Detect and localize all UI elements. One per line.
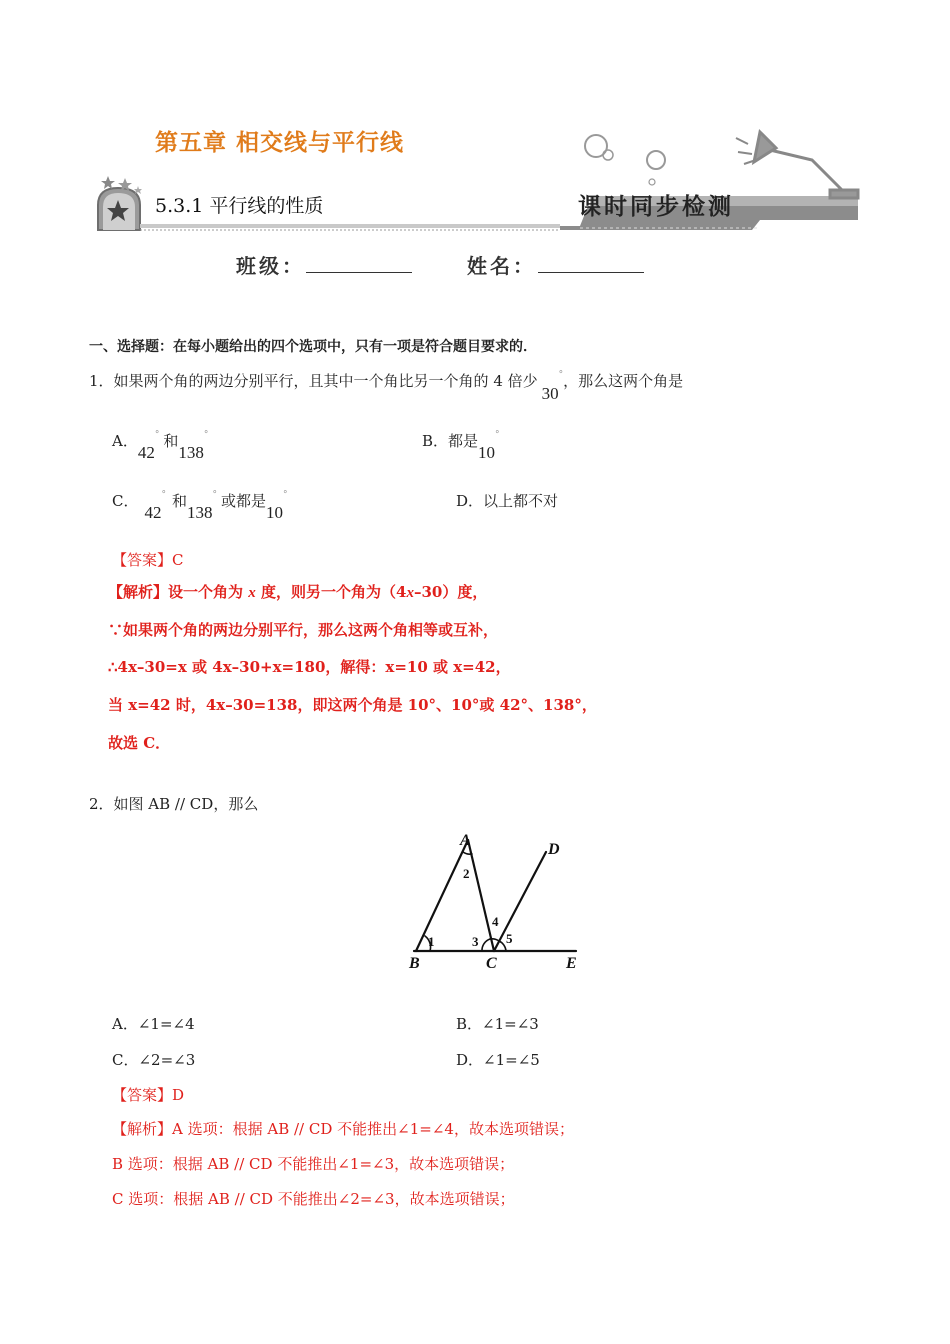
point-B-label: B [409, 955, 420, 972]
q1-option-b-text: 都是 [448, 432, 479, 450]
angle-4-label: 4 [492, 914, 499, 929]
q2-explanation-a: A 选项：根据 AB // CD 不能推出∠1=∠4，故本选项错误； [172, 1120, 574, 1138]
q2-explanation-line-b: B 选项：根据 AB // CD 不能推出∠1=∠3，故本选项错误； [112, 1155, 515, 1173]
q2-answer: 【答案】D [112, 1086, 185, 1104]
banner-decoration [0, 0, 950, 240]
q2-option-d: D．∠1=∠5 [456, 1051, 540, 1069]
q1-exp1-a: 设一个角为 [168, 583, 244, 601]
q2-explanation-line-a [112, 1118, 574, 1139]
q1-exp1-x: x [248, 585, 256, 601]
q1-option-d-label: D． [456, 492, 484, 510]
q1-option-c-and: 和 [171, 492, 187, 510]
q1-explanation-line-2: ∵如果两个角的两边分别平行，那么这两个角相等或互补， [108, 621, 499, 639]
section-title: 5.3.1 平行线的性质 [155, 195, 324, 217]
q1-option-b-value: 10 [478, 443, 496, 462]
q2-explanation-line-c: C 选项：根据 AB // CD 不能推出∠2=∠3，故本选项错误； [112, 1190, 515, 1208]
point-D-label: D [548, 841, 560, 858]
line-BA [416, 840, 468, 951]
q1-explanation-label: 【解析】 [108, 583, 169, 601]
q1-explanation-line-5: 故选 C． [108, 734, 171, 752]
q1-explanation-line-1 [108, 581, 487, 602]
q1-stem-text-a: 1．如果两个角的两边分别平行，且其中一个角比另一个角的 4 倍少 [89, 372, 538, 390]
angle-5-arc [499, 941, 506, 951]
star-emblem-icon [98, 176, 142, 230]
line-CD [494, 852, 546, 951]
point-C-label: C [486, 955, 497, 972]
q1-option-d-text: 以上都不对 [483, 492, 559, 510]
q1-option-b-label: B． [422, 432, 449, 450]
section-heading: 一、选择题：在每小题给出的四个选项中，只有一项是符合题目要求的． [89, 339, 537, 355]
q1-option-a-label: A． [112, 432, 138, 450]
q1-option-d [456, 490, 558, 511]
q1-option-b: B．都是10° [422, 430, 500, 462]
banner-right-title: 课时同步检测 [578, 193, 734, 220]
q1-option-a-and: 和 [163, 432, 179, 450]
q1-exp1-b: 度，则另一个角为（4 [261, 583, 407, 601]
q1-explanation-line-4: 当 x=42 时，4x–30=138，即这两个角是 10°、10°或 42°、138°， [108, 696, 597, 714]
q1-option-c-value1: 42 [144, 503, 162, 522]
class-blank-line [306, 272, 412, 273]
q1-answer: 【答案】C [112, 551, 184, 569]
q1-explanation-line-3: ∴4x–30=x 或 4x–30+x=180，解得：x=10 或 x=42， [108, 658, 511, 676]
point-A-label: A [460, 832, 471, 849]
q2-explanation-label: 【解析】 [112, 1120, 173, 1138]
q1-option-c-value2: 138 [187, 503, 213, 522]
question-1-stem: 1．如果两个角的两边分别平行，且其中一个角比另一个角的 4 倍少30°，那么这两个角是 [89, 370, 684, 403]
desk-lamp-icon [736, 132, 858, 198]
q2-option-c: C．∠2=∠3 [112, 1051, 196, 1069]
class-label: 班级： [236, 254, 305, 278]
q1-stem-number: 30 [541, 384, 559, 403]
point-E-label: E [566, 955, 577, 972]
q1-option-a-value2: 138 [178, 443, 204, 462]
q1-option-a-value1: 42 [137, 443, 155, 462]
q1-option-c: C．42° 和138° 或都是10° [112, 490, 288, 522]
name-blank-line [538, 272, 644, 273]
q1-option-a: A．42° 和138° [112, 430, 209, 462]
q1-exp1-c: –30）度， [413, 583, 488, 601]
geometry-figure [408, 830, 598, 975]
header-banner [0, 0, 950, 278]
angle-1-label: 1 [428, 934, 435, 949]
q2-option-b: B．∠1=∠3 [456, 1015, 539, 1033]
angle-2-label: 2 [463, 866, 470, 881]
q1-option-c-value3: 10 [266, 503, 284, 522]
chapter-title: 第五章 相交线与平行线 [155, 130, 405, 156]
q2-option-a: A．∠1=∠4 [112, 1015, 195, 1033]
angle-5-label: 5 [506, 931, 513, 946]
name-label: 姓名： [467, 254, 536, 278]
q1-option-c-label: C． [112, 492, 139, 510]
angle-3-label: 3 [472, 934, 479, 949]
q1-exp1-x2: x [406, 585, 414, 601]
q1-stem-text-b: ，那么这两个角是 [563, 372, 684, 390]
angle-3-arc [482, 939, 490, 951]
question-2-stem: 2．如图 AB // CD，那么 [89, 795, 259, 813]
q1-option-c-text: 或都是 [221, 492, 267, 510]
